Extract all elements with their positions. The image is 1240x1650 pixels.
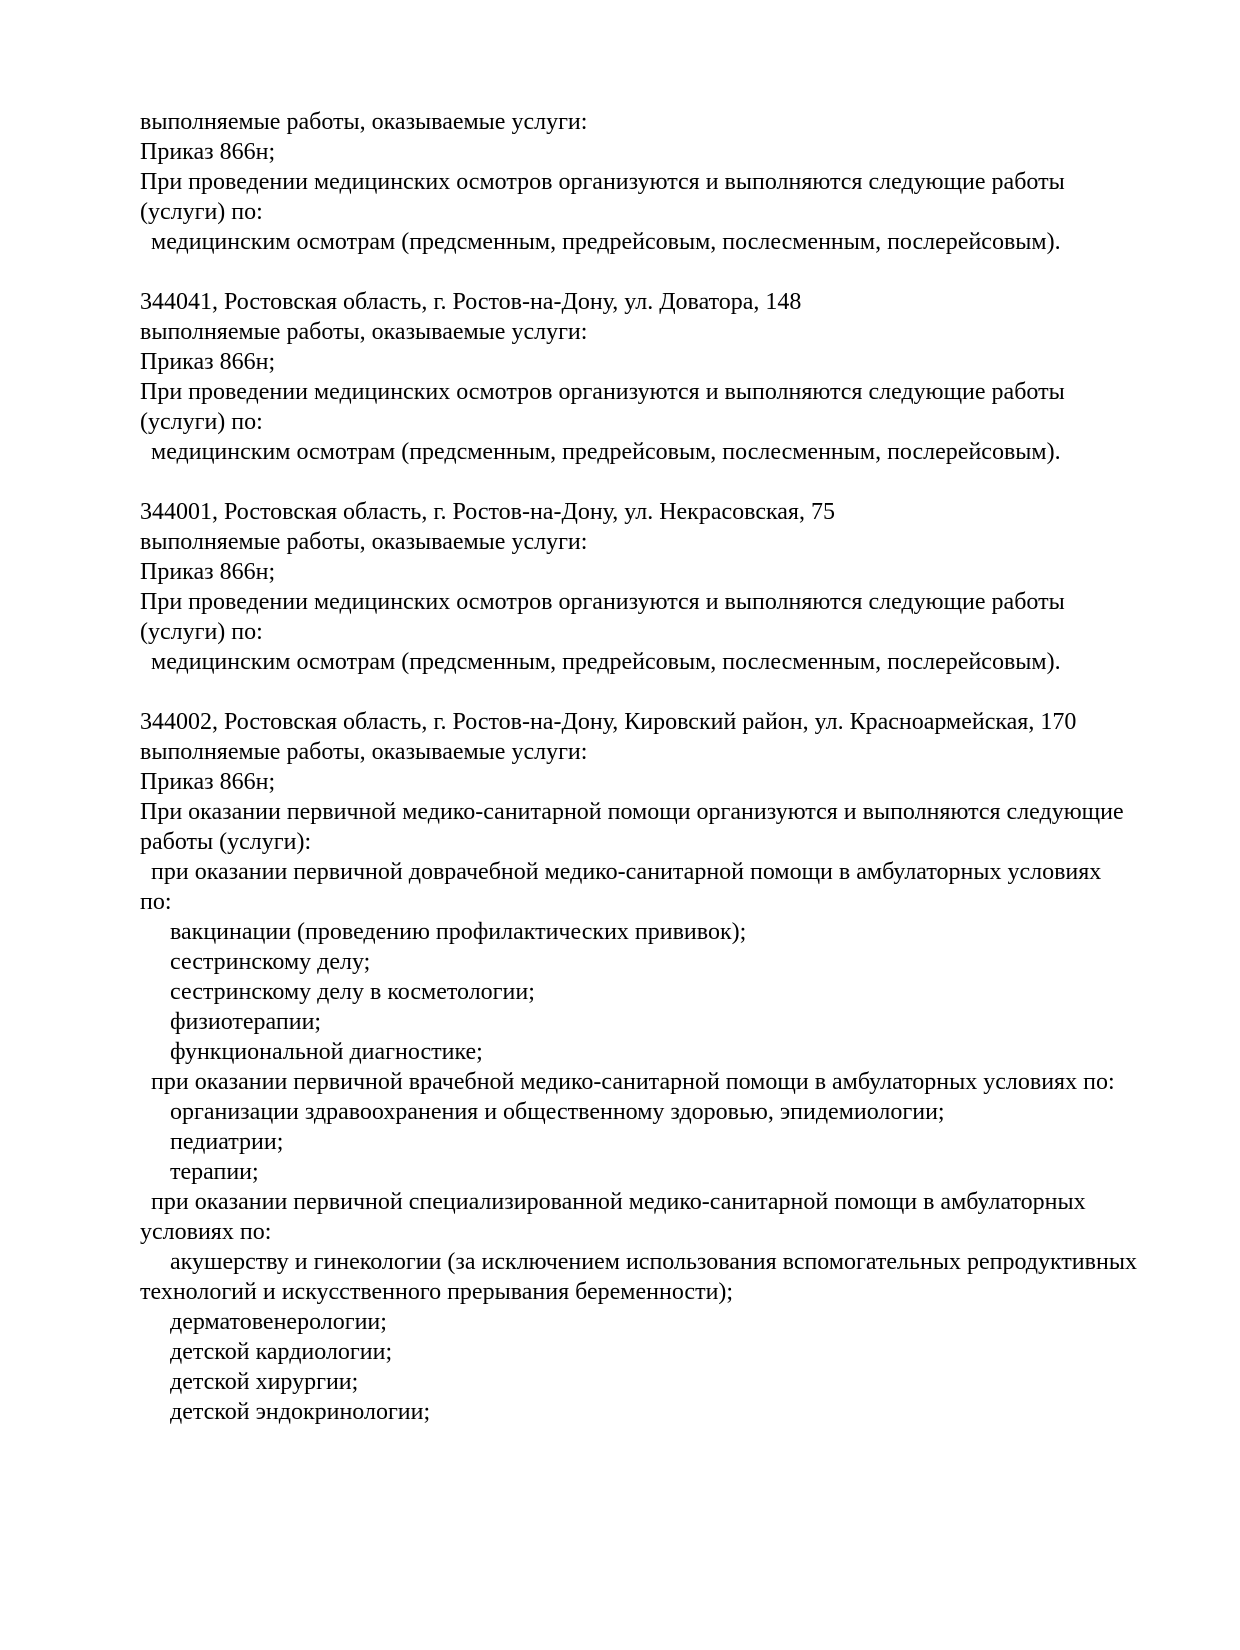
text-line: условиях по:: [140, 1219, 272, 1245]
text-line: Приказ 866н;: [140, 769, 276, 795]
text-line: Приказ 866н;: [140, 139, 276, 165]
text-line: 344041, Ростовская область, г. Ростов-на-Дону, ул. Доватора, 148: [140, 289, 802, 315]
text-line: при оказании первичной доврачебной медико-санитарной помощи в амбулаторных условиях: [151, 859, 1102, 885]
text-line: При оказании первичной медико-санитарной помощи организуются и выполняются следующие: [140, 799, 1124, 825]
text-line: детской хирургии;: [170, 1369, 359, 1395]
text-line: 344002, Ростовская область, г. Ростов-на-Дону, Кировский район, ул. Красноармейская, 170: [140, 709, 1077, 735]
text-line: (услуги) по:: [140, 199, 263, 225]
text-line: функциональной диагностике;: [170, 1039, 483, 1065]
text-line: выполняемые работы, оказываемые услуги:: [140, 529, 588, 555]
text-line: Приказ 866н;: [140, 559, 276, 585]
text-line: технологий и искусственного прерывания беременности);: [140, 1279, 734, 1305]
text-line: сестринскому делу;: [170, 949, 371, 975]
text-line: по:: [140, 889, 172, 915]
text-line: акушерству и гинекологии (за исключением использования вспомогательных репродуктивных: [170, 1249, 1137, 1275]
text-line: При проведении медицинских осмотров организуются и выполняются следующие работы: [140, 169, 1065, 195]
text-line: выполняемые работы, оказываемые услуги:: [140, 319, 588, 345]
blank-line: [140, 467, 1150, 497]
text-line: При проведении медицинских осмотров организуются и выполняются следующие работы: [140, 379, 1065, 405]
text-line: при оказании первичной специализированной медико-санитарной помощи в амбулаторных: [151, 1189, 1086, 1215]
text-line: вакцинации (проведению профилактических прививок);: [170, 919, 747, 945]
text-line: педиатрии;: [170, 1129, 284, 1155]
text-line: Приказ 866н;: [140, 349, 276, 375]
text-line: При проведении медицинских осмотров организуются и выполняются следующие работы: [140, 589, 1065, 615]
blank-line: [140, 257, 1150, 287]
text-line: медицинским осмотрам (предсменным, предрейсовым, послесменным, послерейсовым).: [151, 649, 1061, 675]
document-text: [140, 107, 1150, 1427]
text-line: работы (услуги):: [140, 829, 312, 855]
text-line: (услуги) по:: [140, 619, 263, 645]
text-line: организации здравоохранения и общественному здоровью, эпидемиологии;: [170, 1099, 945, 1125]
text-line: физиотерапии;: [170, 1009, 322, 1035]
text-line: детской кардиологии;: [170, 1339, 393, 1365]
text-line: при оказании первичной врачебной медико-санитарной помощи в амбулаторных условиях по:: [151, 1069, 1115, 1095]
text-line: дерматовенерологии;: [170, 1309, 387, 1335]
text-line: выполняемые работы, оказываемые услуги:: [140, 109, 588, 135]
text-line: медицинским осмотрам (предсменным, предрейсовым, послесменным, послерейсовым).: [151, 439, 1061, 465]
text-line: (услуги) по:: [140, 409, 263, 435]
text-line: 344001, Ростовская область, г. Ростов-на-Дону, ул. Некрасовская, 75: [140, 499, 835, 525]
blank-line: [140, 677, 1150, 707]
text-line: терапии;: [170, 1159, 259, 1185]
text-line: медицинским осмотрам (предсменным, предрейсовым, послесменным, послерейсовым).: [151, 229, 1061, 255]
text-line: выполняемые работы, оказываемые услуги:: [140, 739, 588, 765]
text-line: детской эндокринологии;: [170, 1399, 431, 1425]
text-line: сестринскому делу в косметологии;: [170, 979, 535, 1005]
